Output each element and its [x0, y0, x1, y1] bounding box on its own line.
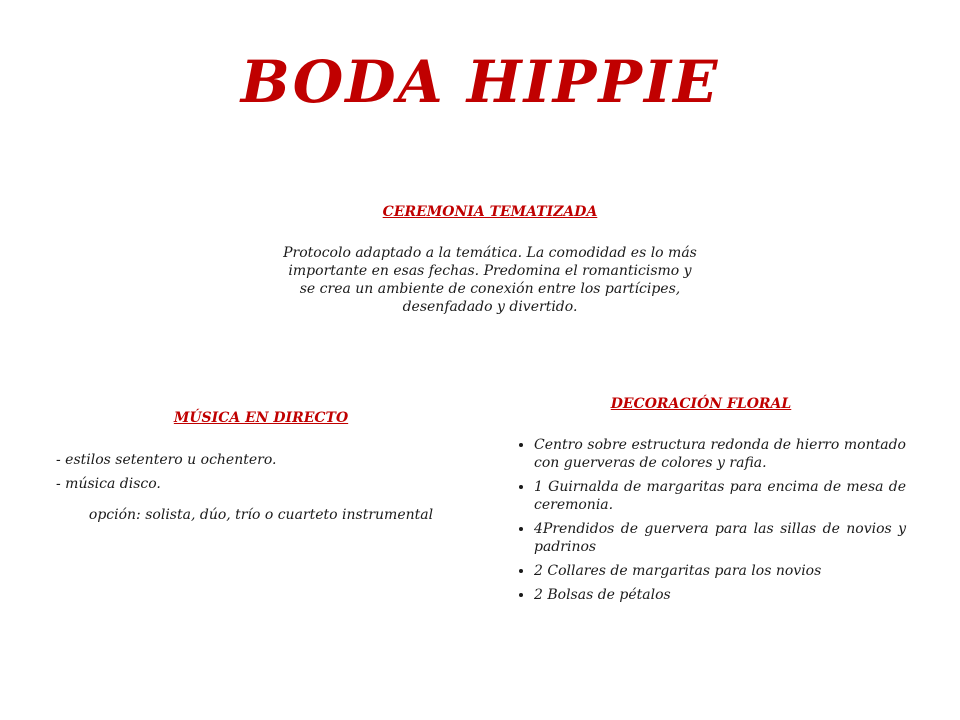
decoracion-section [496, 396, 906, 610]
decoracion-item: • 2 Collares de margaritas para los novios [534, 562, 906, 580]
ceremonia-heading: CEREMONIA TEMATIZADA [382, 204, 598, 220]
decoracion-item: • 4Prendidos de guervera para las sillas de novios y padrinos [534, 520, 906, 556]
musica-item: - música disco. [56, 476, 161, 492]
ceremonia-section [280, 204, 700, 330]
musica-list [56, 448, 466, 496]
decoracion-item: • 2 Bolsas de pétalos [534, 586, 906, 604]
decoracion-heading: DECORACIÓN FLORAL [610, 396, 792, 412]
decoracion-item: • Centro sobre estructura redonda de hierro montado con guerveras de colores y rafia. [534, 436, 906, 472]
musica-option: opción: solista, dúo, trío o cuarteto instrumental [88, 507, 434, 523]
musica-section [56, 410, 466, 538]
ceremonia-text: Protocolo adaptado a la temática. La comodidad es lo más importante en esas fechas. Predomina el romanticismo y se crea un ambiente de conexión entre los partícipes, desenfadado y divertido. [283, 245, 697, 315]
decoracion-item: • 1 Guirnalda de margaritas para encima de mesa de ceremonia. [534, 478, 906, 514]
decoracion-list [496, 436, 906, 604]
musica-heading: MÚSICA EN DIRECTO [173, 410, 349, 426]
slide-title: BODA HIPPIE [240, 48, 720, 116]
musica-item: - estilos setentero u ochentero. [56, 452, 277, 468]
